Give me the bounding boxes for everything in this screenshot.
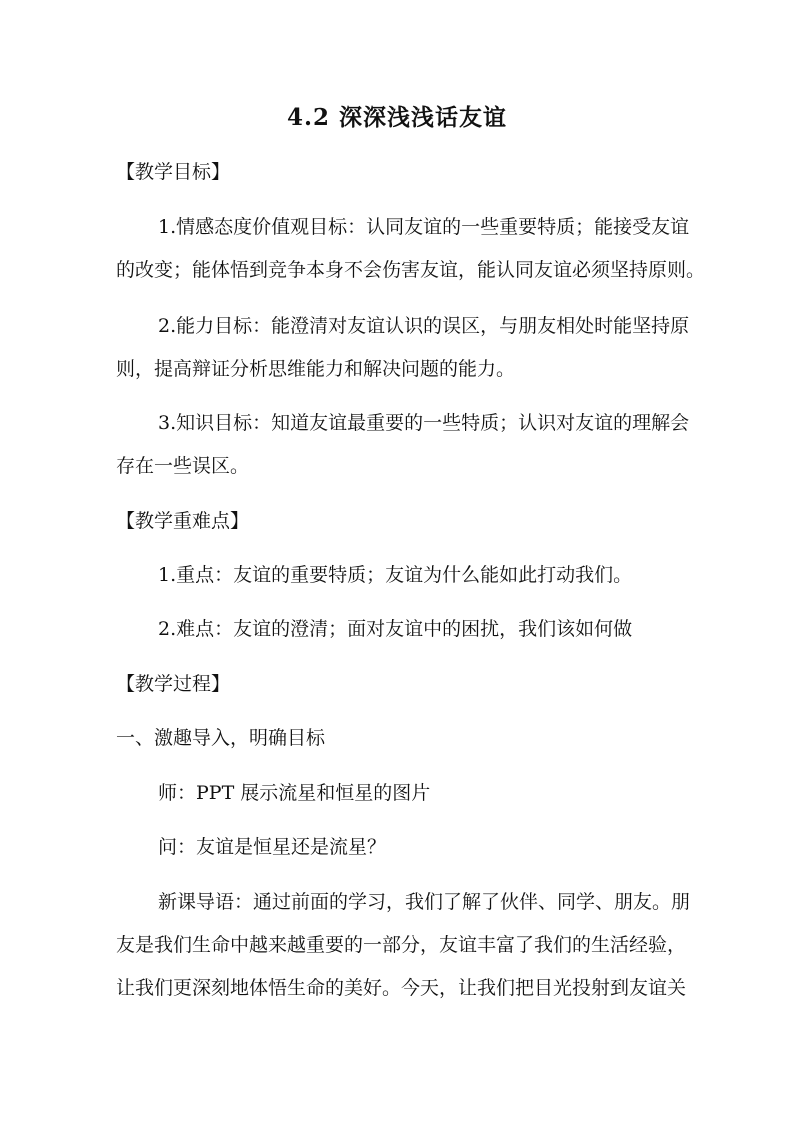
objective-2-line-1: 2.能力目标：能澄清对友谊认识的误区，与朋友相处时能坚持原	[158, 315, 690, 337]
intro-line-1: 新课导语：通过前面的学习，我们了解了伙伴、同学、朋友。朋	[158, 891, 691, 913]
objective-1-line-2: 的改变；能体悟到竞争本身不会伤害友谊，能认同友谊必须坚持原则。	[116, 259, 706, 281]
keypoint-1: 1.重点：友谊的重要特质；友谊为什么能如此打动我们。	[158, 564, 633, 586]
objective-1-line-1: 1.情感态度价值观目标：认同友谊的一些重要特质；能接受友谊	[158, 216, 690, 238]
intro-line-2: 友是我们生命中越来越重要的一部分，友谊丰富了我们的生活经验，	[116, 934, 687, 956]
objective-2-line-2: 则，提高辩证分析思维能力和解决问题的能力。	[116, 358, 516, 380]
question-line: 问：友谊是恒星还是流星？	[158, 836, 387, 858]
keypoints-heading: 【教学重难点】	[116, 510, 250, 532]
objectives-heading: 【教学目标】	[116, 161, 231, 183]
document-title: 4.2 深深浅浅话友谊	[286, 104, 508, 131]
teacher-line: 师：PPT 展示流星和恒星的图片	[158, 782, 431, 804]
process-heading: 【教学过程】	[116, 673, 231, 695]
intro-line-3: 让我们更深刻地体悟生命的美好。今天，让我们把目光投射到友谊关	[116, 977, 687, 999]
keypoint-2: 2.难点：友谊的澄清；面对友谊中的困扰，我们该如何做	[158, 618, 633, 640]
objective-3-line-2: 存在一些误区。	[116, 455, 250, 477]
objective-3-line-1: 3.知识目标：知道友谊最重要的一些特质；认识对友谊的理解会	[158, 412, 690, 434]
step-1-heading: 一、激趣导入，明确目标	[116, 727, 326, 749]
